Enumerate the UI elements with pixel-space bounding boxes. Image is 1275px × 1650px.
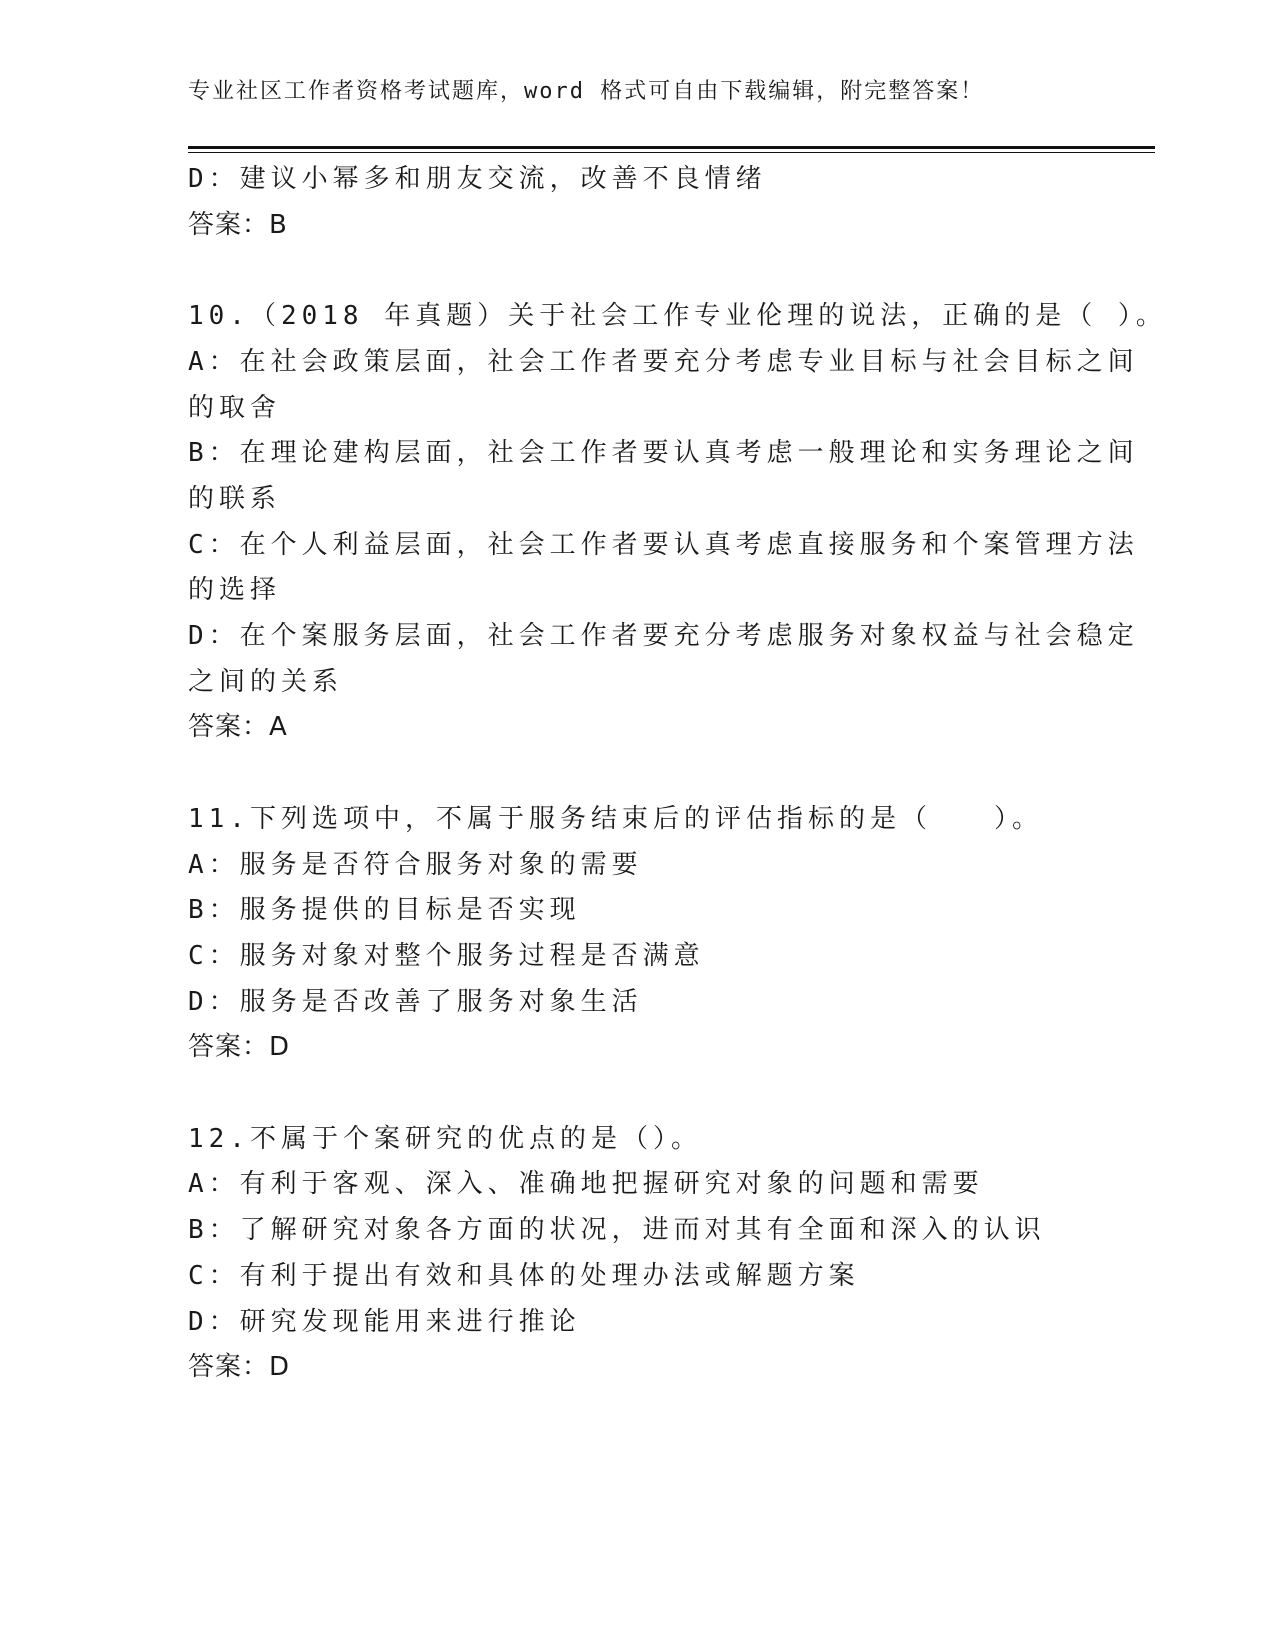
spacer	[188, 248, 1088, 294]
spacer	[188, 751, 1088, 797]
q10-stem: 10.（2018 年真题）关于社会工作专业伦理的说法，正确的是（ ）。	[188, 301, 1167, 332]
question-content	[188, 157, 1167, 1391]
q11-option-a: A：服务是否符合服务对象的需要	[188, 849, 643, 880]
header-rule-thin	[188, 152, 1155, 153]
q10-option-a-cont: 的取舍	[188, 392, 282, 423]
q9-answer: 答案：B	[188, 209, 288, 240]
q10-option-d-cont: 之间的关系	[188, 666, 344, 697]
spacer	[188, 1071, 1088, 1117]
q12-option-d: D：研究发现能用来进行推论	[188, 1306, 581, 1337]
q12-stem: 12.不属于个案研究的优点的是（）。	[188, 1123, 702, 1154]
q12-answer: 答案：D	[188, 1352, 291, 1383]
q10-option-b: B：在理论建构层面，社会工作者要认真考虑一般理论和实务理论之间	[188, 438, 1139, 469]
q9-option-d: D：建议小幂多和朋友交流，改善不良情绪	[188, 164, 767, 194]
q12-option-c: C：有利于提出有效和具体的处理办法或解题方案	[188, 1260, 860, 1291]
q10-option-c-cont: 的选择	[188, 575, 282, 606]
q12-option-b: B：了解研究对象各方面的状况，进而对其有全面和深入的认识	[188, 1215, 1046, 1246]
q10-option-a: A：在社会政策层面，社会工作者要充分考虑专业目标与社会目标之间	[188, 346, 1139, 377]
q11-stem: 11.下列选项中，不属于服务结束后的评估指标的是（ ）。	[188, 803, 1043, 834]
q11-option-c: C：服务对象对整个服务过程是否满意	[188, 940, 705, 971]
page-header: 专业社区工作者资格考试题库，word 格式可自由下载编辑，附完整答案！	[188, 79, 985, 104]
q11-answer: 答案：D	[188, 1032, 291, 1063]
q10-option-b-cont: 的联系	[188, 483, 282, 514]
q12-option-a: A：有利于客观、深入、准确地把握研究对象的问题和需要	[188, 1169, 984, 1200]
q10-option-d: D：在个案服务层面，社会工作者要充分考虑服务对象权益与社会稳定	[188, 621, 1139, 652]
header-rule-thick	[188, 146, 1155, 149]
q10-option-c: C：在个人利益层面，社会工作者要认真考虑直接服务和个案管理方法	[188, 529, 1139, 560]
q10-answer: 答案：A	[188, 712, 288, 743]
q11-option-d: D：服务是否改善了服务对象生活	[188, 986, 643, 1017]
q11-option-b: B：服务提供的目标是否实现	[188, 895, 581, 926]
